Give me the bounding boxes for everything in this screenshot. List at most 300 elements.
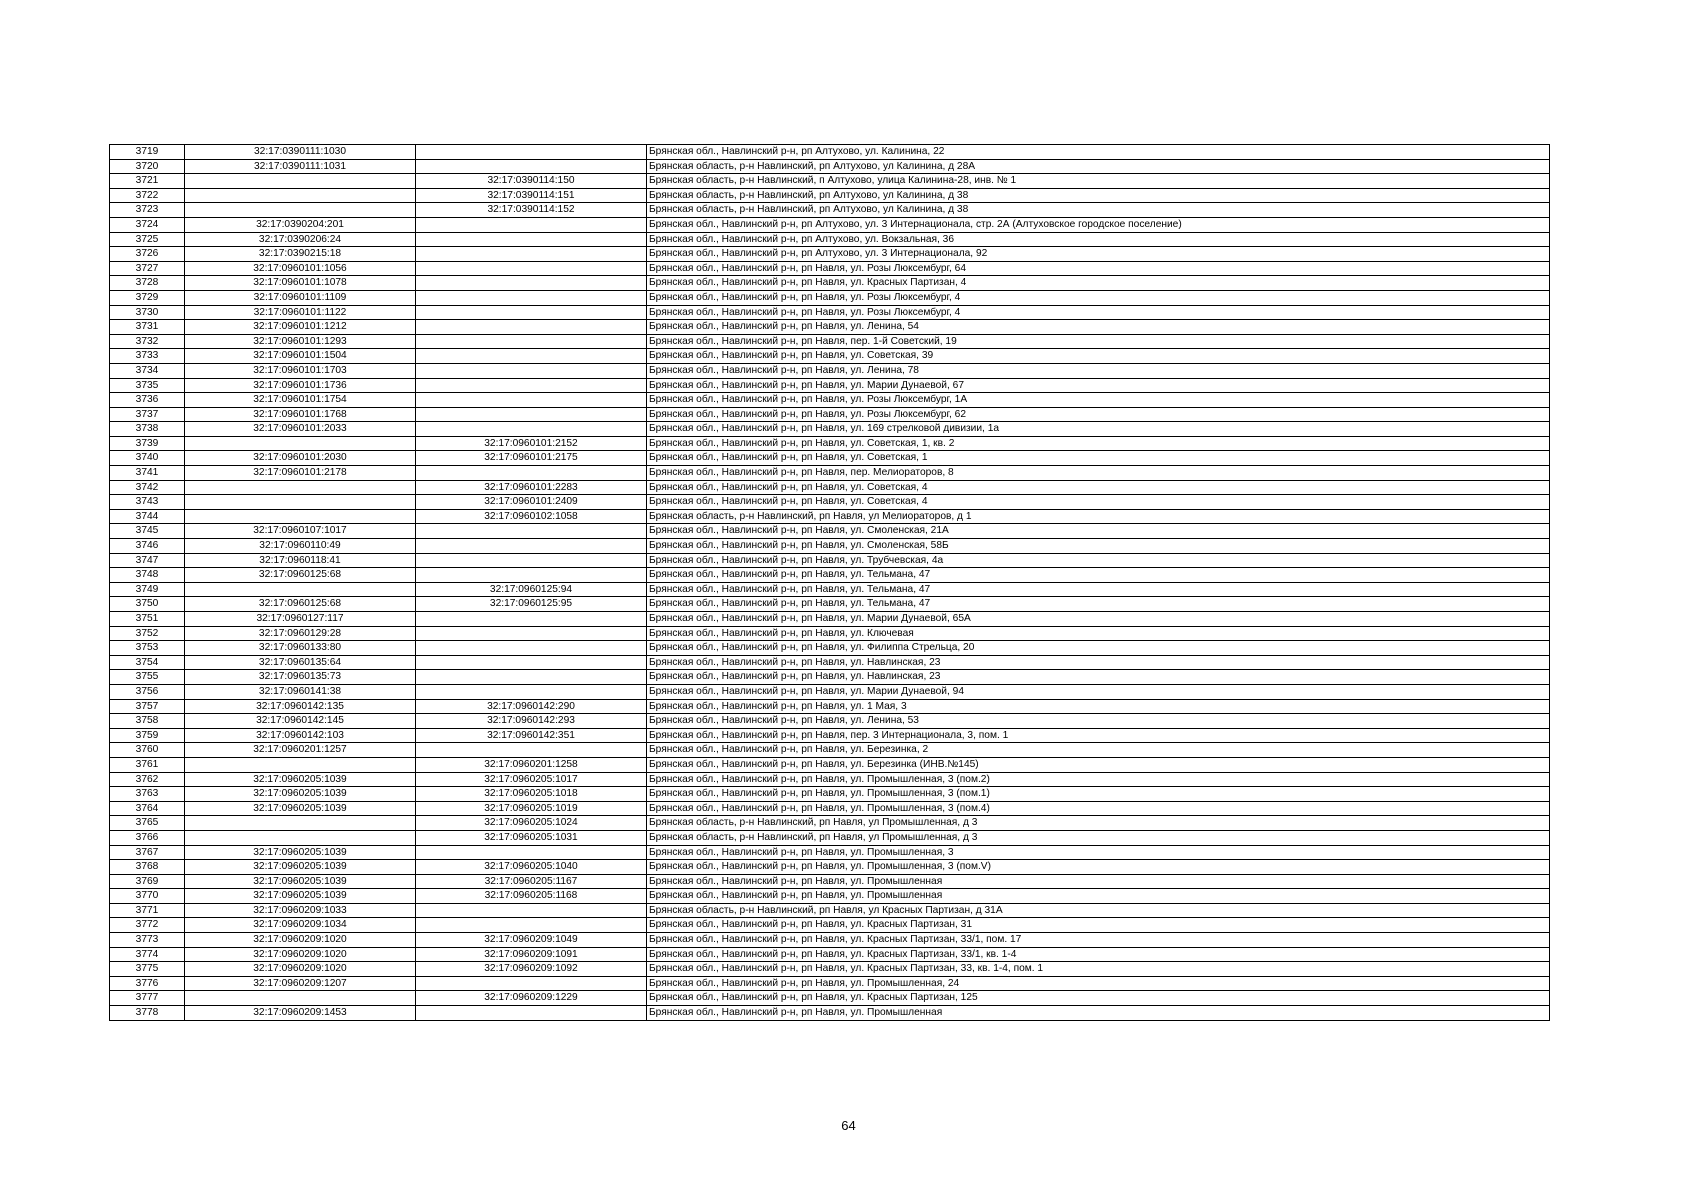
row-number-cell: 3736	[110, 393, 185, 408]
related-cadastral-number-cell	[416, 145, 647, 160]
cadastral-number-cell: 32:17:0960101:1122	[185, 305, 416, 320]
cadastral-number-cell: 32:17:0960205:1039	[185, 801, 416, 816]
address-cell: Брянская область, р-н Навлинский, рп Навля, ул Промышленная, д 3	[647, 816, 1550, 831]
cadastral-number-cell: 32:17:0960127:117	[185, 612, 416, 627]
table-row	[110, 334, 1550, 349]
table-row	[110, 801, 1550, 816]
related-cadastral-number-cell	[416, 612, 647, 627]
address-cell: Брянская обл., Навлинский р-н, рп Навля, ул. Промышленная, 3 (пом.2)	[647, 772, 1550, 787]
table-row	[110, 232, 1550, 247]
related-cadastral-number-cell	[416, 670, 647, 685]
row-number-cell: 3762	[110, 772, 185, 787]
related-cadastral-number-cell: 32:17:0960209:1049	[416, 933, 647, 948]
table-row	[110, 816, 1550, 831]
related-cadastral-number-cell	[416, 641, 647, 656]
related-cadastral-number-cell	[416, 743, 647, 758]
row-number-cell: 3764	[110, 801, 185, 816]
row-number-cell: 3759	[110, 728, 185, 743]
cadastral-number-cell: 32:17:0960110:49	[185, 539, 416, 554]
related-cadastral-number-cell: 32:17:0960209:1091	[416, 947, 647, 962]
address-cell: Брянская обл., Навлинский р-н, рп Навля, ул. 1 Мая, 3	[647, 699, 1550, 714]
table-row	[110, 889, 1550, 904]
row-number-cell: 3766	[110, 830, 185, 845]
related-cadastral-number-cell	[416, 393, 647, 408]
address-cell: Брянская обл., Навлинский р-н, рп Навля, ул. Красных Партизан, 33/1, пом. 17	[647, 933, 1550, 948]
table-row	[110, 757, 1550, 772]
row-number-cell: 3743	[110, 495, 185, 510]
cadastral-number-cell: 32:17:0960101:1212	[185, 320, 416, 335]
table-row	[110, 714, 1550, 729]
row-number-cell: 3754	[110, 655, 185, 670]
related-cadastral-number-cell	[416, 261, 647, 276]
related-cadastral-number-cell: 32:17:0960101:2152	[416, 436, 647, 451]
table-row	[110, 363, 1550, 378]
address-cell: Брянская обл., Навлинский р-н, рп Навля, ул. Советская, 39	[647, 349, 1550, 364]
related-cadastral-number-cell: 32:17:0390114:151	[416, 188, 647, 203]
table-row	[110, 290, 1550, 305]
row-number-cell: 3775	[110, 962, 185, 977]
row-number-cell: 3761	[110, 757, 185, 772]
cadastral-number-cell: 32:17:0960209:1034	[185, 918, 416, 933]
table-row	[110, 393, 1550, 408]
related-cadastral-number-cell	[416, 655, 647, 670]
table-row	[110, 553, 1550, 568]
row-number-cell: 3748	[110, 568, 185, 583]
row-number-cell: 3738	[110, 422, 185, 437]
related-cadastral-number-cell: 32:17:0960125:95	[416, 597, 647, 612]
related-cadastral-number-cell	[416, 539, 647, 554]
cadastral-number-cell: 32:17:0960141:38	[185, 684, 416, 699]
address-cell: Брянская обл., Навлинский р-н, рп Навля, ул. Промышленная	[647, 874, 1550, 889]
row-number-cell: 3744	[110, 509, 185, 524]
related-cadastral-number-cell	[416, 349, 647, 364]
address-cell: Брянская обл., Навлинский р-н, рп Алтухово, ул. 3 Интернационала, 92	[647, 247, 1550, 262]
address-cell: Брянская обл., Навлинский р-н, рп Навля, ул. Ленина, 53	[647, 714, 1550, 729]
address-cell: Брянская обл., Навлинский р-н, рп Навля, ул. Тельмана, 47	[647, 582, 1550, 597]
cadastral-number-cell: 32:17:0960101:2178	[185, 466, 416, 481]
row-number-cell: 3777	[110, 991, 185, 1006]
cadastral-number-cell: 32:17:0960133:80	[185, 641, 416, 656]
cadastral-number-cell	[185, 582, 416, 597]
address-cell: Брянская обл., Навлинский р-н, рп Навля, ул. Березинка (ИНВ.№145)	[647, 757, 1550, 772]
cadastral-number-cell: 32:17:0960101:2030	[185, 451, 416, 466]
address-cell: Брянская обл., Навлинский р-н, рп Навля, ул. Трубчевская, 4а	[647, 553, 1550, 568]
address-cell: Брянская обл., Навлинский р-н, рп Навля, ул. Красных Партизан, 33, кв. 1-4, пом. 1	[647, 962, 1550, 977]
table-row	[110, 320, 1550, 335]
table-row	[110, 145, 1550, 160]
table-row	[110, 276, 1550, 291]
table-row	[110, 947, 1550, 962]
row-number-cell: 3733	[110, 349, 185, 364]
related-cadastral-number-cell	[416, 903, 647, 918]
address-cell: Брянская обл., Навлинский р-н, рп Навля, ул. Розы Люксембург, 62	[647, 407, 1550, 422]
table-row	[110, 845, 1550, 860]
row-number-cell: 3741	[110, 466, 185, 481]
related-cadastral-number-cell: 32:17:0960101:2283	[416, 480, 647, 495]
cadastral-number-cell: 32:17:0960101:1768	[185, 407, 416, 422]
table-row	[110, 582, 1550, 597]
address-cell: Брянская обл., Навлинский р-н, рп Навля, ул. Красных Партизан, 4	[647, 276, 1550, 291]
row-number-cell: 3768	[110, 860, 185, 875]
address-cell: Брянская обл., Навлинский р-н, рп Навля, ул. Советская, 4	[647, 495, 1550, 510]
related-cadastral-number-cell: 32:17:0960142:290	[416, 699, 647, 714]
table-row	[110, 962, 1550, 977]
address-cell: Брянская обл., Навлинский р-н, рп Навля, ул. Тельмана, 47	[647, 568, 1550, 583]
cadastral-number-cell: 32:17:0960125:68	[185, 597, 416, 612]
address-cell: Брянская обл., Навлинский р-н, рп Навля, ул. Ленина, 78	[647, 363, 1550, 378]
table-row	[110, 261, 1550, 276]
row-number-cell: 3776	[110, 976, 185, 991]
table-row	[110, 976, 1550, 991]
related-cadastral-number-cell	[416, 363, 647, 378]
cadastral-number-cell: 32:17:0960101:2033	[185, 422, 416, 437]
address-cell: Брянская обл., Навлинский р-н, рп Навля, ул. Марии Дунаевой, 65А	[647, 612, 1550, 627]
address-cell: Брянская обл., Навлинский р-н, рп Навля, ул. Промышленная, 3 (пом.V)	[647, 860, 1550, 875]
address-cell: Брянская обл., Навлинский р-н, рп Навля, ул. Тельмана, 47	[647, 597, 1550, 612]
table-row	[110, 743, 1550, 758]
address-cell: Брянская обл., Навлинский р-н, рп Навля, ул. Красных Партизан, 33/1, кв. 1-4	[647, 947, 1550, 962]
related-cadastral-number-cell	[416, 159, 647, 174]
table-row	[110, 174, 1550, 189]
related-cadastral-number-cell	[416, 626, 647, 641]
related-cadastral-number-cell: 32:17:0960205:1019	[416, 801, 647, 816]
related-cadastral-number-cell	[416, 553, 647, 568]
cadastral-number-cell: 32:17:0960101:1703	[185, 363, 416, 378]
table-row	[110, 378, 1550, 393]
cadastral-number-cell: 32:17:0390215:18	[185, 247, 416, 262]
related-cadastral-number-cell: 32:17:0960125:94	[416, 582, 647, 597]
cadastral-number-cell	[185, 203, 416, 218]
address-cell: Брянская область, р-н Навлинский, рп Алтухово, ул Калинина, д 38	[647, 188, 1550, 203]
address-cell: Брянская обл., Навлинский р-н, рп Навля, пер. 1-й Советский, 19	[647, 334, 1550, 349]
cadastral-number-cell	[185, 816, 416, 831]
related-cadastral-number-cell	[416, 320, 647, 335]
address-cell: Брянская обл., Навлинский р-н, рп Навля, ул. Смоленская, 58Б	[647, 539, 1550, 554]
related-cadastral-number-cell: 32:17:0960142:351	[416, 728, 647, 743]
table-row	[110, 728, 1550, 743]
address-cell: Брянская обл., Навлинский р-н, рп Навля, ул. Промышленная	[647, 1006, 1550, 1021]
row-number-cell: 3769	[110, 874, 185, 889]
address-cell: Брянская обл., Навлинский р-н, рп Навля, пер. Мелиораторов, 8	[647, 466, 1550, 481]
table-row	[110, 422, 1550, 437]
table-row	[110, 641, 1550, 656]
address-cell: Брянская обл., Навлинский р-н, рп Навля, ул. Филиппа Стрельца, 20	[647, 641, 1550, 656]
cadastral-number-cell: 32:17:0960101:1056	[185, 261, 416, 276]
address-cell: Брянская обл., Навлинский р-н, рп Навля, ул. Советская, 4	[647, 480, 1550, 495]
row-number-cell: 3756	[110, 684, 185, 699]
property-table-body	[110, 145, 1550, 1021]
table-row	[110, 524, 1550, 539]
cadastral-number-cell: 32:17:0960209:1020	[185, 947, 416, 962]
cadastral-number-cell	[185, 436, 416, 451]
related-cadastral-number-cell	[416, 290, 647, 305]
table-row	[110, 699, 1550, 714]
address-cell: Брянская обл., Навлинский р-н, рп Навля, ул. Промышленная, 3 (пом.4)	[647, 801, 1550, 816]
address-cell: Брянская область, р-н Навлинский, рп Алтухово, ул Калинина, д 38	[647, 203, 1550, 218]
related-cadastral-number-cell: 32:17:0960101:2175	[416, 451, 647, 466]
address-cell: Брянская обл., Навлинский р-н, рп Навля, ул. Розы Люксембург, 64	[647, 261, 1550, 276]
row-number-cell: 3735	[110, 378, 185, 393]
table-row	[110, 830, 1550, 845]
cadastral-number-cell: 32:17:0960205:1039	[185, 787, 416, 802]
row-number-cell: 3747	[110, 553, 185, 568]
row-number-cell: 3767	[110, 845, 185, 860]
related-cadastral-number-cell: 32:17:0960205:1018	[416, 787, 647, 802]
address-cell: Брянская область, р-н Навлинский, рп Навля, ул Красных Партизан, д 31А	[647, 903, 1550, 918]
row-number-cell: 3726	[110, 247, 185, 262]
row-number-cell: 3752	[110, 626, 185, 641]
related-cadastral-number-cell	[416, 217, 647, 232]
row-number-cell: 3751	[110, 612, 185, 627]
address-cell: Брянская обл., Навлинский р-н, рп Алтухово, ул. Калинина, 22	[647, 145, 1550, 160]
related-cadastral-number-cell	[416, 684, 647, 699]
cadastral-number-cell: 32:17:0960142:145	[185, 714, 416, 729]
row-number-cell: 3723	[110, 203, 185, 218]
cadastral-number-cell: 32:17:0960142:135	[185, 699, 416, 714]
row-number-cell: 3770	[110, 889, 185, 904]
address-cell: Брянская обл., Навлинский р-н, рп Навля, ул. Ленина, 54	[647, 320, 1550, 335]
related-cadastral-number-cell	[416, 568, 647, 583]
address-cell: Брянская обл., Навлинский р-н, рп Навля, пер. 3 Интернационала, 3, пом. 1	[647, 728, 1550, 743]
cadastral-number-cell: 32:17:0960209:1207	[185, 976, 416, 991]
related-cadastral-number-cell	[416, 524, 647, 539]
row-number-cell: 3720	[110, 159, 185, 174]
cadastral-number-cell: 32:17:0960107:1017	[185, 524, 416, 539]
table-row	[110, 626, 1550, 641]
related-cadastral-number-cell: 32:17:0960205:1031	[416, 830, 647, 845]
table-row	[110, 247, 1550, 262]
cadastral-number-cell: 32:17:0960125:68	[185, 568, 416, 583]
cadastral-number-cell	[185, 174, 416, 189]
row-number-cell: 3760	[110, 743, 185, 758]
table-row	[110, 203, 1550, 218]
row-number-cell: 3757	[110, 699, 185, 714]
address-cell: Брянская обл., Навлинский р-н, рп Алтухово, ул. 3 Интернационала, стр. 2А (Алтуховское городское поселение)	[647, 217, 1550, 232]
related-cadastral-number-cell: 32:17:0960102:1058	[416, 509, 647, 524]
address-cell: Брянская обл., Навлинский р-н, рп Навля, ул. Промышленная, 24	[647, 976, 1550, 991]
cadastral-number-cell: 32:17:0960101:1504	[185, 349, 416, 364]
page-number: 64	[841, 1118, 856, 1133]
row-number-cell: 3721	[110, 174, 185, 189]
related-cadastral-number-cell: 32:17:0960142:293	[416, 714, 647, 729]
address-cell: Брянская обл., Навлинский р-н, рп Навля, ул. Розы Люксембург, 1А	[647, 393, 1550, 408]
related-cadastral-number-cell	[416, 1006, 647, 1021]
row-number-cell: 3749	[110, 582, 185, 597]
cadastral-number-cell: 32:17:0960101:1754	[185, 393, 416, 408]
table-row	[110, 466, 1550, 481]
cadastral-number-cell	[185, 495, 416, 510]
address-cell: Брянская обл., Навлинский р-н, рп Навля, ул. Навлинская, 23	[647, 670, 1550, 685]
row-number-cell: 3773	[110, 933, 185, 948]
related-cadastral-number-cell: 32:17:0960205:1167	[416, 874, 647, 889]
related-cadastral-number-cell: 32:17:0960205:1168	[416, 889, 647, 904]
row-number-cell: 3745	[110, 524, 185, 539]
cadastral-number-cell: 32:17:0390204:201	[185, 217, 416, 232]
table-row	[110, 772, 1550, 787]
cadastral-number-cell: 32:17:0960205:1039	[185, 889, 416, 904]
address-cell: Брянская обл., Навлинский р-н, рп Навля, ул. Советская, 1	[647, 451, 1550, 466]
address-cell: Брянская обл., Навлинский р-н, рп Навля, ул. Розы Люксембург, 4	[647, 305, 1550, 320]
related-cadastral-number-cell: 32:17:0960205:1017	[416, 772, 647, 787]
row-number-cell: 3772	[110, 918, 185, 933]
table-row	[110, 874, 1550, 889]
row-number-cell: 3734	[110, 363, 185, 378]
address-cell: Брянская обл., Навлинский р-н, рп Навля, ул. Красных Партизан, 31	[647, 918, 1550, 933]
cadastral-number-cell: 32:17:0960135:73	[185, 670, 416, 685]
related-cadastral-number-cell: 32:17:0960205:1040	[416, 860, 647, 875]
cadastral-number-cell: 32:17:0960142:103	[185, 728, 416, 743]
cadastral-number-cell: 32:17:0960209:1033	[185, 903, 416, 918]
related-cadastral-number-cell	[416, 247, 647, 262]
table-row	[110, 568, 1550, 583]
table-row	[110, 451, 1550, 466]
related-cadastral-number-cell	[416, 378, 647, 393]
address-cell: Брянская обл., Навлинский р-н, рп Навля, ул. Промышленная, 3	[647, 845, 1550, 860]
row-number-cell: 3732	[110, 334, 185, 349]
cadastral-number-cell: 32:17:0960135:64	[185, 655, 416, 670]
address-cell: Брянская обл., Навлинский р-н, рп Навля, ул. Марии Дунаевой, 67	[647, 378, 1550, 393]
cadastral-number-cell: 32:17:0960209:1020	[185, 933, 416, 948]
related-cadastral-number-cell	[416, 466, 647, 481]
cadastral-number-cell: 32:17:0960205:1039	[185, 845, 416, 860]
related-cadastral-number-cell: 32:17:0960101:2409	[416, 495, 647, 510]
address-cell: Брянская область, р-н Навлинский, рп Навля, ул Промышленная, д 3	[647, 830, 1550, 845]
address-cell: Брянская обл., Навлинский р-н, рп Алтухово, ул. Вокзальная, 36	[647, 232, 1550, 247]
related-cadastral-number-cell	[416, 276, 647, 291]
property-table	[109, 144, 1550, 1021]
row-number-cell: 3722	[110, 188, 185, 203]
cadastral-number-cell: 32:17:0960205:1039	[185, 860, 416, 875]
cadastral-number-cell: 32:17:0960129:28	[185, 626, 416, 641]
row-number-cell: 3731	[110, 320, 185, 335]
row-number-cell: 3729	[110, 290, 185, 305]
related-cadastral-number-cell	[416, 422, 647, 437]
row-number-cell: 3740	[110, 451, 185, 466]
row-number-cell: 3737	[110, 407, 185, 422]
row-number-cell: 3750	[110, 597, 185, 612]
address-cell: Брянская обл., Навлинский р-н, рп Навля, ул. Промышленная	[647, 889, 1550, 904]
table-row	[110, 787, 1550, 802]
table-row	[110, 670, 1550, 685]
cadastral-number-cell	[185, 830, 416, 845]
cadastral-number-cell: 32:17:0960205:1039	[185, 874, 416, 889]
address-cell: Брянская обл., Навлинский р-н, рп Навля, ул. Розы Люксембург, 4	[647, 290, 1550, 305]
row-number-cell: 3724	[110, 217, 185, 232]
table-row	[110, 495, 1550, 510]
row-number-cell: 3725	[110, 232, 185, 247]
table-row	[110, 860, 1550, 875]
related-cadastral-number-cell: 32:17:0390114:152	[416, 203, 647, 218]
table-row	[110, 933, 1550, 948]
table-row	[110, 684, 1550, 699]
address-cell: Брянская обл., Навлинский р-н, рп Навля, ул. Марии Дунаевой, 94	[647, 684, 1550, 699]
row-number-cell: 3771	[110, 903, 185, 918]
table-row	[110, 188, 1550, 203]
table-row	[110, 539, 1550, 554]
table-row	[110, 159, 1550, 174]
row-number-cell: 3746	[110, 539, 185, 554]
row-number-cell: 3742	[110, 480, 185, 495]
related-cadastral-number-cell	[416, 976, 647, 991]
row-number-cell: 3719	[110, 145, 185, 160]
cadastral-number-cell: 32:17:0960101:1736	[185, 378, 416, 393]
table-row	[110, 305, 1550, 320]
related-cadastral-number-cell	[416, 407, 647, 422]
cadastral-number-cell	[185, 991, 416, 1006]
table-row	[110, 918, 1550, 933]
row-number-cell: 3758	[110, 714, 185, 729]
cadastral-number-cell: 32:17:0960201:1257	[185, 743, 416, 758]
related-cadastral-number-cell	[416, 305, 647, 320]
row-number-cell: 3727	[110, 261, 185, 276]
row-number-cell: 3730	[110, 305, 185, 320]
cadastral-number-cell: 32:17:0960101:1109	[185, 290, 416, 305]
related-cadastral-number-cell: 32:17:0390114:150	[416, 174, 647, 189]
cadastral-number-cell: 32:17:0960118:41	[185, 553, 416, 568]
address-cell: Брянская обл., Навлинский р-н, рп Навля, ул. Красных Партизан, 125	[647, 991, 1550, 1006]
cadastral-number-cell	[185, 188, 416, 203]
table-row	[110, 655, 1550, 670]
cadastral-number-cell	[185, 509, 416, 524]
row-number-cell: 3774	[110, 947, 185, 962]
cadastral-number-cell: 32:17:0960205:1039	[185, 772, 416, 787]
table-row	[110, 597, 1550, 612]
cadastral-number-cell: 32:17:0960209:1020	[185, 962, 416, 977]
address-cell: Брянская область, р-н Навлинский, рп Алтухово, ул Калинина, д 28А	[647, 159, 1550, 174]
table-row	[110, 217, 1550, 232]
related-cadastral-number-cell	[416, 334, 647, 349]
cadastral-number-cell: 32:17:0390206:24	[185, 232, 416, 247]
address-cell: Брянская обл., Навлинский р-н, рп Навля, ул. Ключевая	[647, 626, 1550, 641]
related-cadastral-number-cell	[416, 232, 647, 247]
related-cadastral-number-cell	[416, 918, 647, 933]
cadastral-number-cell: 32:17:0960101:1293	[185, 334, 416, 349]
address-cell: Брянская обл., Навлинский р-н, рп Навля, ул. Навлинская, 23	[647, 655, 1550, 670]
address-cell: Брянская обл., Навлинский р-н, рп Навля, ул. 169 стрелковой дивизии, 1а	[647, 422, 1550, 437]
table-row	[110, 612, 1550, 627]
table-row	[110, 1006, 1550, 1021]
table-row	[110, 991, 1550, 1006]
address-cell: Брянская обл., Навлинский р-н, рп Навля, ул. Промышленная, 3 (пом.1)	[647, 787, 1550, 802]
cadastral-number-cell: 32:17:0960101:1078	[185, 276, 416, 291]
row-number-cell: 3753	[110, 641, 185, 656]
row-number-cell: 3765	[110, 816, 185, 831]
table-row	[110, 480, 1550, 495]
related-cadastral-number-cell: 32:17:0960205:1024	[416, 816, 647, 831]
related-cadastral-number-cell	[416, 845, 647, 860]
row-number-cell: 3728	[110, 276, 185, 291]
related-cadastral-number-cell: 32:17:0960209:1229	[416, 991, 647, 1006]
row-number-cell: 3739	[110, 436, 185, 451]
row-number-cell: 3778	[110, 1006, 185, 1021]
row-number-cell: 3763	[110, 787, 185, 802]
address-cell: Брянская обл., Навлинский р-н, рп Навля, ул. Березинка, 2	[647, 743, 1550, 758]
cadastral-number-cell	[185, 757, 416, 772]
row-number-cell: 3755	[110, 670, 185, 685]
related-cadastral-number-cell: 32:17:0960209:1092	[416, 962, 647, 977]
address-cell: Брянская обл., Навлинский р-н, рп Навля, ул. Смоленская, 21А	[647, 524, 1550, 539]
table-row	[110, 509, 1550, 524]
cadastral-number-cell	[185, 480, 416, 495]
table-row	[110, 407, 1550, 422]
table-row	[110, 903, 1550, 918]
cadastral-number-cell: 32:17:0390111:1030	[185, 145, 416, 160]
cadastral-number-cell: 32:17:0960209:1453	[185, 1006, 416, 1021]
table-row	[110, 436, 1550, 451]
address-cell: Брянская область, р-н Навлинский, рп Навля, ул Мелиораторов, д 1	[647, 509, 1550, 524]
address-cell: Брянская область, р-н Навлинский, п Алтухово, улица Калинина-28, инв. № 1	[647, 174, 1550, 189]
cadastral-number-cell: 32:17:0390111:1031	[185, 159, 416, 174]
